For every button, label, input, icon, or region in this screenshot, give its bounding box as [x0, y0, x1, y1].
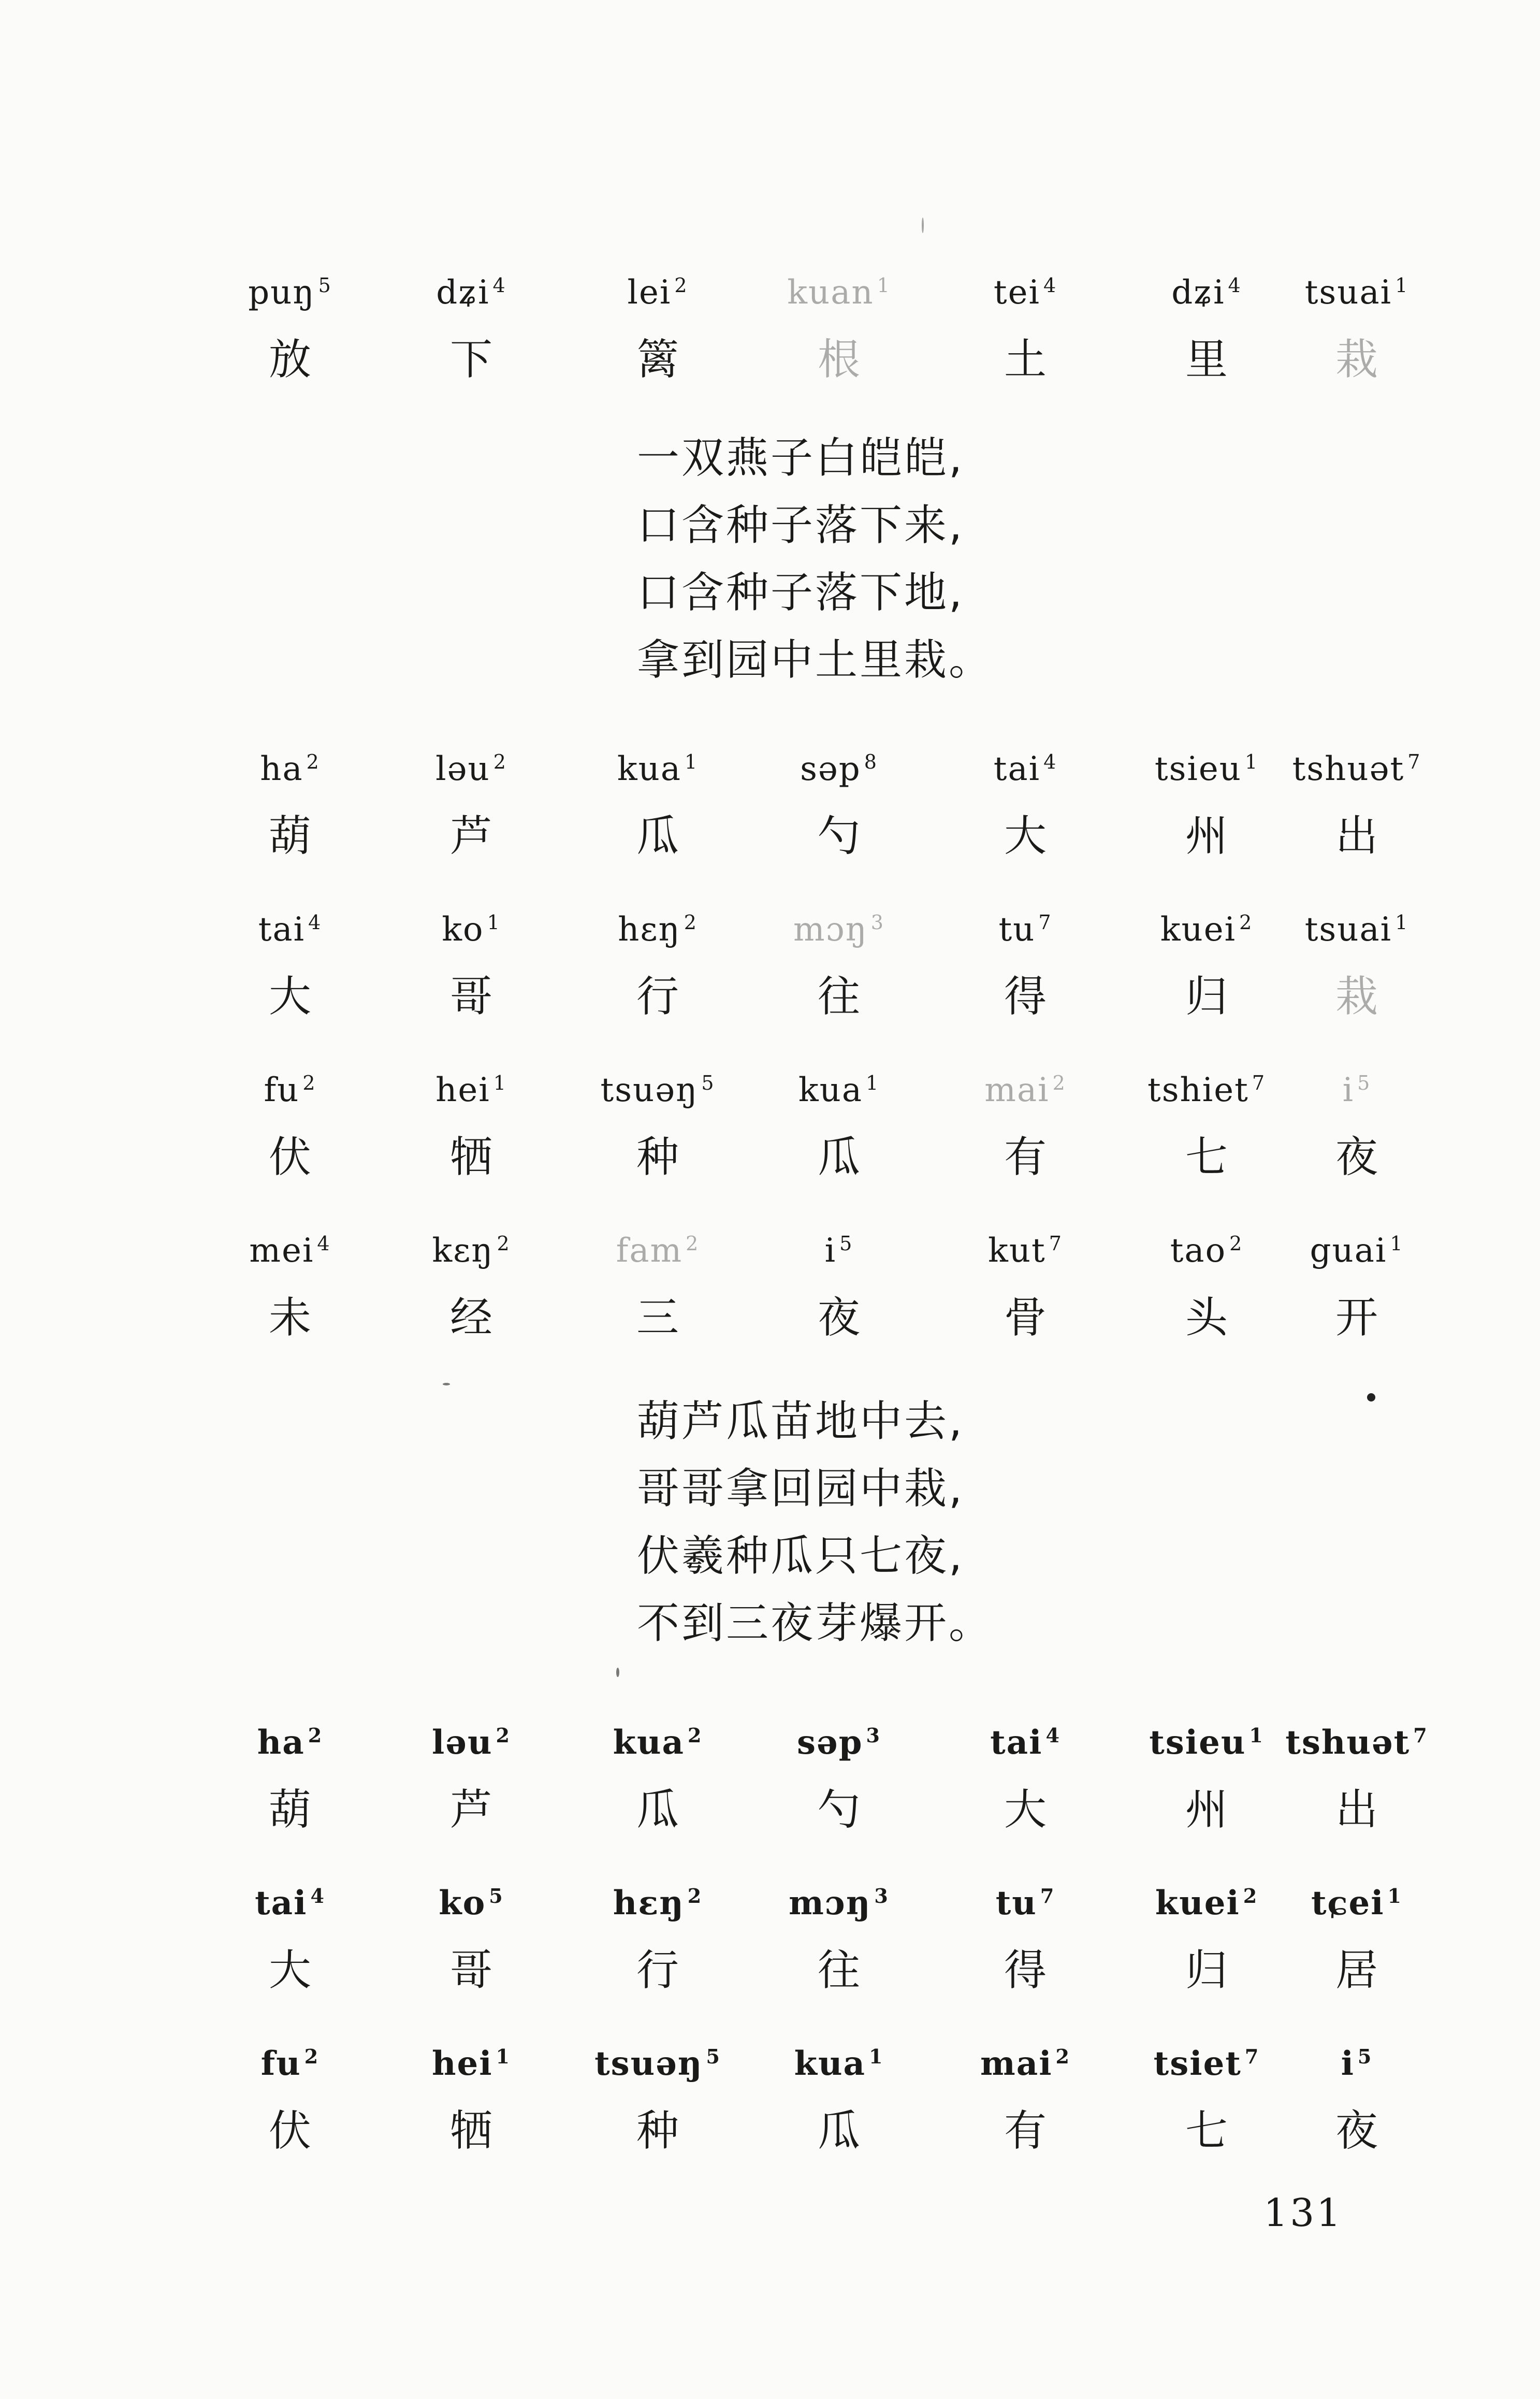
hanzi-cell: 瓜: [817, 2106, 860, 2156]
hanzi-cell: 瓜: [817, 1133, 860, 1182]
hanzi-cell: 葫: [268, 1785, 311, 1834]
pron-cell: səp $^8$: [800, 750, 878, 788]
pron-cell: tu $^7$: [998, 911, 1052, 949]
hanzi-row: [217, 1782, 1398, 1834]
hanzi-cell: 有: [1004, 2106, 1047, 2156]
verse-line: 不到三夜芽爆开。: [637, 1599, 994, 1648]
hanzi-cell: 七: [1185, 2106, 1228, 2156]
hanzi-row: [217, 2103, 1398, 2156]
hanzi-row: [217, 1290, 1398, 1342]
pron-cell: puŋ $^5$: [248, 273, 332, 312]
pron-cell: fam $^2$: [616, 1232, 700, 1270]
hanzi-cell: 有: [1004, 1133, 1047, 1182]
pron-cell: kua $^2$: [613, 1723, 703, 1762]
pronunciation-row: [217, 746, 1421, 792]
hanzi-cell: 瓜: [636, 1785, 679, 1834]
hanzi-cell: 大: [1004, 1785, 1047, 1834]
hanzi-cell: 未: [268, 1293, 311, 1342]
hanzi-cell: 瓜: [636, 812, 679, 861]
hanzi-cell: 行: [636, 1946, 679, 1995]
hanzi-cell: 往: [817, 1946, 860, 1995]
hanzi-cell: 头: [1185, 1293, 1228, 1342]
hanzi-cell: 经: [449, 1293, 492, 1342]
hanzi-cell: 栽: [1335, 335, 1378, 384]
hanzi-cell: 根: [817, 335, 860, 384]
hanzi-cell: 土: [1004, 335, 1047, 384]
hanzi-cell: 夜: [1335, 2106, 1378, 2156]
pronunciation-row: [217, 1880, 1402, 1927]
pron-cell: tshiet $^7$: [1147, 1071, 1266, 1109]
scan-speck: [922, 218, 924, 233]
hanzi-cell: 勺: [817, 812, 860, 861]
pron-cell: mei $^4$: [249, 1232, 331, 1270]
hanzi-cell: 芦: [449, 1785, 492, 1834]
pron-cell: kuei $^2$: [1155, 1884, 1258, 1923]
hanzi-cell: 大: [268, 1946, 311, 1995]
hanzi-cell: 骨: [1004, 1293, 1047, 1342]
pronunciation-row: [217, 269, 1409, 316]
pron-cell: hɛŋ $^2$: [613, 1884, 703, 1923]
pron-cell: dʑi $^4$: [436, 273, 506, 312]
pronunciation-row: [217, 1227, 1404, 1274]
pron-cell: tsieu $^1$: [1149, 1723, 1264, 1762]
pron-cell: hei $^1$: [435, 1071, 507, 1109]
verse-line: 一双燕子白皑皑,: [637, 433, 965, 483]
hanzi-cell: 牺: [449, 2106, 492, 2156]
hanzi-cell: 归: [1185, 972, 1228, 1021]
pron-cell: tsuai $^1$: [1304, 273, 1409, 312]
pronunciation-row: [217, 906, 1409, 953]
pronunciation-row: [217, 1719, 1428, 1766]
page-number: 131: [1263, 2191, 1343, 2235]
pron-cell: kua $^1$: [617, 750, 699, 788]
hanzi-cell: 芦: [449, 812, 492, 861]
pronunciation-row: [217, 1067, 1398, 1114]
hanzi-row: [217, 1942, 1398, 1995]
pron-cell: tai $^4$: [255, 1884, 325, 1923]
pron-cell: mai $^2$: [984, 1071, 1066, 1109]
pron-cell: tshuət $^7$: [1285, 1723, 1428, 1762]
hanzi-cell: 伏: [268, 2106, 311, 2156]
hanzi-cell: 夜: [1335, 1133, 1378, 1182]
hanzi-cell: 往: [817, 972, 860, 1021]
pron-cell: tsiet $^7$: [1153, 2044, 1260, 2083]
pron-cell: ha $^2$: [257, 1723, 323, 1762]
hanzi-cell: 哥: [449, 972, 492, 1021]
pron-cell: lei $^2$: [627, 273, 688, 312]
verse-line: 哥哥拿回园中栽,: [637, 1464, 965, 1513]
scan-speck: [1367, 1393, 1375, 1401]
verse-line: 口含种子落下地,: [637, 568, 965, 617]
hanzi-cell: 哥: [449, 1946, 492, 1995]
pron-cell: ko $^1$: [442, 911, 501, 949]
pron-cell: guai $^1$: [1310, 1232, 1404, 1270]
verse-line: 拿到园中土里栽。: [637, 635, 994, 685]
pron-cell: ha $^2$: [260, 750, 320, 788]
pron-cell: kua $^1$: [794, 2044, 884, 2083]
hanzi-cell: 得: [1004, 972, 1047, 1021]
hanzi-row: [217, 969, 1398, 1021]
hanzi-cell: 大: [268, 972, 311, 1021]
pron-cell: səp $^3$: [797, 1723, 881, 1762]
hanzi-row: [217, 808, 1398, 861]
pron-cell: tai $^4$: [258, 911, 322, 949]
pron-cell: kɛŋ $^2$: [432, 1232, 511, 1270]
pron-cell: mɔŋ $^3$: [789, 1884, 889, 1923]
verse-line: 伏羲种瓜只七夜,: [637, 1531, 965, 1581]
pron-cell: kua $^1$: [798, 1071, 880, 1109]
pron-cell: tao $^2$: [1170, 1232, 1243, 1270]
pron-cell: tɕei $^1$: [1311, 1884, 1402, 1923]
pron-cell: tai $^4$: [990, 1723, 1060, 1762]
hanzi-cell: 夜: [817, 1293, 860, 1342]
hanzi-cell: 州: [1185, 812, 1228, 861]
hanzi-row: [217, 331, 1398, 384]
pron-cell: hei $^1$: [431, 2044, 511, 2083]
hanzi-cell: 里: [1185, 335, 1228, 384]
hanzi-cell: 牺: [449, 1133, 492, 1182]
hanzi-cell: 葫: [268, 812, 311, 861]
scan-speck: [443, 1383, 450, 1385]
pron-cell: tsuəŋ $^5$: [600, 1071, 715, 1109]
hanzi-cell: 得: [1004, 1946, 1047, 1995]
pron-cell: tai $^4$: [993, 750, 1057, 788]
pron-cell: kuan $^1$: [787, 273, 891, 312]
pron-cell: fu $^2$: [260, 2044, 319, 2083]
hanzi-cell: 出: [1335, 1785, 1378, 1834]
hanzi-cell: 种: [636, 1133, 679, 1182]
hanzi-row: [217, 1129, 1398, 1182]
hanzi-cell: 开: [1335, 1293, 1378, 1342]
verse-line: 葫芦瓜苗地中去,: [637, 1397, 965, 1446]
pron-cell: dʑi $^4$: [1171, 273, 1242, 312]
verse-translation: [637, 425, 993, 694]
pron-cell: ko $^5$: [439, 1884, 504, 1923]
hanzi-cell: 州: [1185, 1785, 1228, 1834]
hanzi-cell: 勺: [817, 1785, 860, 1834]
hanzi-cell: 栽: [1335, 972, 1378, 1021]
pron-cell: tsuəŋ $^5$: [594, 2044, 721, 2083]
scan-speck: [616, 1668, 619, 1677]
hanzi-cell: 种: [636, 2106, 679, 2156]
pron-cell: i $^5$: [1341, 2044, 1373, 2083]
pron-cell: fu $^2$: [264, 1071, 316, 1109]
pronunciation-row: [217, 2041, 1398, 2087]
pron-cell: tsieu $^1$: [1154, 750, 1259, 788]
pron-cell: ləu $^2$: [435, 750, 507, 788]
pron-cell: i $^5$: [824, 1232, 853, 1270]
pron-cell: tu $^7$: [995, 1884, 1055, 1923]
hanzi-cell: 归: [1185, 1946, 1228, 1995]
verse-translation: [637, 1388, 993, 1657]
pron-cell: kut $^7$: [988, 1232, 1063, 1270]
pron-cell: i $^5$: [1342, 1071, 1371, 1109]
hanzi-cell: 伏: [268, 1133, 311, 1182]
pron-cell: mai $^2$: [980, 2044, 1070, 2083]
hanzi-cell: 放: [268, 335, 311, 384]
pron-cell: tei $^4$: [993, 273, 1057, 312]
hanzi-cell: 行: [636, 972, 679, 1021]
pron-cell: kuei $^2$: [1160, 911, 1253, 949]
pron-cell: hɛŋ $^2$: [618, 911, 698, 949]
hanzi-cell: 七: [1185, 1133, 1228, 1182]
hanzi-cell: 出: [1335, 812, 1378, 861]
hanzi-cell: 篱: [636, 335, 679, 384]
pron-cell: tshuət $^7$: [1292, 750, 1421, 788]
hanzi-cell: 大: [1004, 812, 1047, 861]
pron-cell: mɔŋ $^3$: [793, 911, 884, 949]
hanzi-cell: 下: [449, 335, 492, 384]
hanzi-cell: 居: [1335, 1946, 1378, 1995]
pron-cell: tsuai $^1$: [1304, 911, 1409, 949]
verse-line: 口含种子落下来,: [637, 501, 965, 550]
pron-cell: ləu $^2$: [431, 1723, 511, 1762]
hanzi-cell: 三: [636, 1293, 679, 1342]
